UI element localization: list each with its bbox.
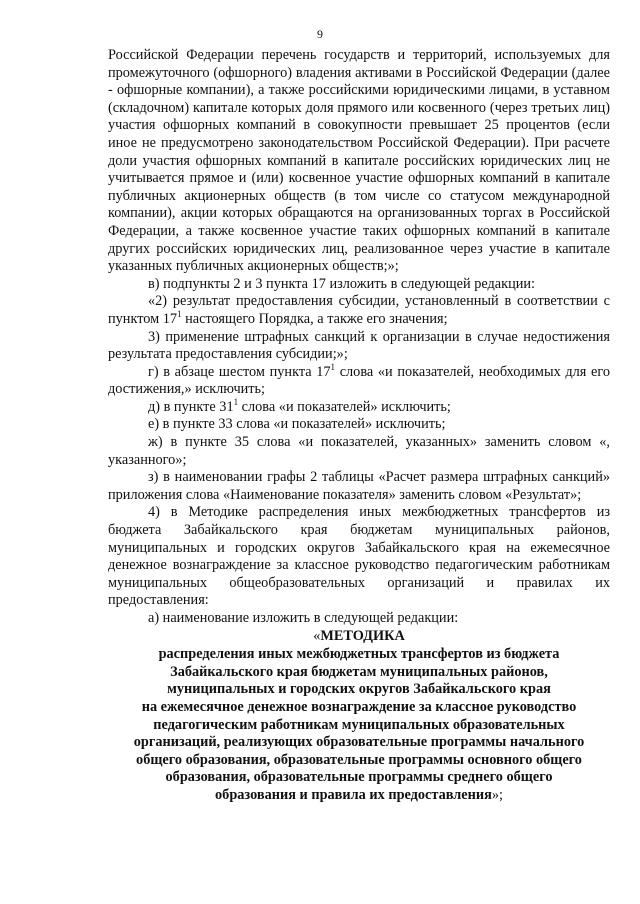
document-body (108, 47, 610, 805)
methodology-last-line-text: образования и правила их предоставления (215, 786, 492, 803)
methodology-line: педагогическим работникам муниципальных образовательных (153, 716, 565, 733)
paragraph-offshore-definition: Российской Федерации перечень государств и территорий, используемых для промежуточного (офшорного) владения активами в Российской Федерации (далее - офшорные компании), а также российскими юридическими лицами, в уставном (складочном) капитале которых доля прямого или косвенного (через третьих лиц) участия офшорных компаний в совокупности превышает 25 процентов (если иное не предусмотрено законодательством Российской Федерации). При расчете доли участия офшорных компаний в капитале российских юридических лиц не учитывается прямое и (или) косвенное участие офшорных компаний в капитале публичных акционерных обществ (в том числе со статусом международной компании), акции которых обращаются на организованных торгах в Российской Федерации, а также косвенное участие таких офшорных компаний в капитале других российских юридических лиц, реализованное через участие в капитале указанных публичных акционерных обществ;»; (108, 47, 610, 275)
paragraph-item-4: 4) в Методике распределения иных межбюджетных трансфертов из бюджета Забайкальского края бюджетам муниципальных районов, муниципальных и городских округов Забайкальского края на ежемесячное денежное вознаграждение за классное руководство педагогическим работникам муниципальных общеобразовательных организаций и правилах их предоставления: (108, 504, 610, 609)
paragraph-item-g-before: г) в абзаце шестом пункта 17 (148, 363, 331, 380)
paragraph-item-g (108, 361, 610, 399)
paragraph-subitem-2-after: настоящего Порядка, а также его значения; (181, 310, 448, 327)
methodology-line: общего образования, образовательные программы основного общего (136, 751, 582, 768)
paragraph-subitem-2 (108, 293, 610, 328)
methodology-line: муниципальных и городских округов Забайкальского края (167, 681, 551, 698)
paragraph-item-v: в) подпункты 2 и 3 пункта 17 изложить в следующей редакции: (148, 275, 536, 292)
methodology-title (108, 628, 610, 646)
superscript-1: 1 (177, 308, 182, 319)
methodology-title-text: МЕТОДИКА (320, 627, 405, 644)
superscript-1: 1 (330, 361, 336, 372)
methodology-last-line (108, 787, 610, 805)
methodology-line: распределения иных межбюджетных трансфертов из бюджета (158, 646, 560, 663)
paragraph-item-e: е) в пункте 33 слова «и показателей» исключить; (148, 416, 446, 433)
paragraph-item-d (108, 396, 610, 417)
paragraph-item-g-after: слова «и показателей, необходимых для его достижения,» исключить; (108, 363, 610, 398)
paragraph-item-d-before: д) в пункте 31 (148, 398, 234, 415)
open-quote: « (313, 627, 321, 644)
paragraph-subitem-2-before: «2) результат предоставления субсидии, установленный в соответствии с пунктом 17 (108, 293, 610, 327)
methodology-line: на ежемесячное денежное вознаграждение за классное руководство (141, 698, 577, 715)
paragraph-item-zh: ж) в пункте 35 слова «и показателей, указанных» заменить словом «, указанного»; (108, 434, 610, 468)
paragraph-item-z: з) в наименовании графы 2 таблицы «Расчет размера штрафных санкций» приложения слова «Наименование показателя» заменить словом «Результат»; (108, 469, 610, 503)
paragraph-subitem-3: 3) применение штрафных санкций к организации в случае недостижения результата предоставления субсидии;»; (108, 328, 610, 363)
methodology-line: Забайкальского края бюджетам муниципальных районов, (170, 663, 548, 680)
paragraph-item-d-after: слова «и показателей» исключить; (238, 398, 451, 415)
superscript-1: 1 (233, 396, 239, 407)
methodology-heading (108, 646, 610, 804)
methodology-line: организаций, реализующих образовательные программы начального (133, 734, 585, 751)
paragraph-item-a: а) наименование изложить в следующей редакции: (148, 610, 459, 626)
methodology-line: образования, образовательные программы среднего общего (165, 769, 553, 786)
page-number: 9 (317, 27, 323, 41)
closing-quote: »; (491, 786, 503, 803)
